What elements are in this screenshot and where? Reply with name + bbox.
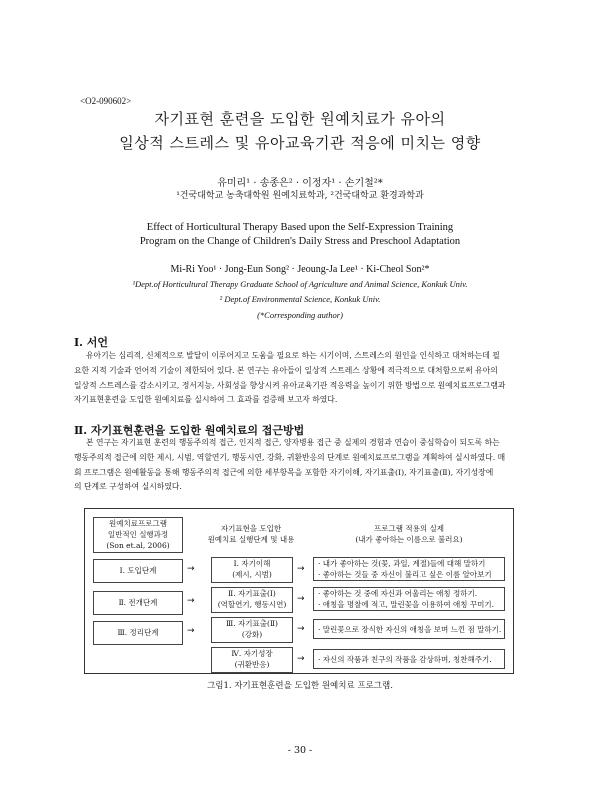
- step-self-growth: [211, 647, 293, 673]
- affiliation-english-2: ² Dept.of Environmental Science, Konkuk Univ.: [219, 294, 381, 304]
- section2-line: 행동주의적 접근에 의한 제시, 시범, 역할연기, 행동시연, 강화, 귀환반응의 단계로 원예치료프로그램을 계획하여 실시하였다. 매: [74, 452, 506, 462]
- title-english-line1: Effect of Horticultural Therapy Based upon the Self-Expression Training: [146, 222, 454, 233]
- arrow-icon: →: [187, 626, 195, 636]
- practice-line: · 내가 좋아하는 것(꽃, 과일, 계절)들에 대해 말하기: [318, 559, 486, 568]
- title-english-line2: Program on the Change of Children's Daily Stress and Preschool Adaptation: [139, 236, 461, 247]
- figure-program-diagram: [84, 508, 514, 674]
- affiliation-korean: ¹건국대학교 농축대학원 원예치료학과, ²건국대학교 환경과학과: [176, 191, 424, 201]
- title-korean-line2: 일상적 스트레스 및 유아교육기관 적응에 미치는 영향: [119, 134, 481, 152]
- authors-korean: 유미리¹ · 송종은² · 이정자¹ · 손기철²*: [217, 178, 383, 189]
- stage-closing: Ⅲ. 정리단계: [93, 621, 183, 645]
- practice-2: [313, 587, 505, 611]
- col3-header: [313, 523, 505, 545]
- step-method: (귀환반응): [234, 660, 270, 669]
- col1-header-line: 일반적인 실행과정: [107, 530, 169, 539]
- figure-caption: 그림1. 자기표현훈련을 도입한 원예치료 프로그램.: [207, 681, 393, 691]
- step-title: Ⅱ. 자기표출(Ⅰ): [228, 589, 276, 598]
- arrow-icon: →: [297, 594, 305, 604]
- section2-line: 회 프로그램은 원예활동을 통해 행동주의적 접근에 의한 세부항목을 포함한 자기이해, 자기표출(Ⅰ), 자기표출(Ⅱ), 자기성장에: [74, 467, 494, 477]
- section2-line: 의 단계로 구성하여 실시하였다.: [74, 482, 182, 492]
- authors-english: Mi-Ri Yoo¹ · Jong-Eun Song² · Jeoung-Ja Lee¹ · Ki-Cheol Son²*: [170, 264, 430, 275]
- practice-3: [313, 619, 505, 639]
- section2-body: [74, 436, 526, 495]
- practice-line: · 좋아하는 것 중에 자신과 어울리는 애칭 정하기.: [318, 589, 478, 598]
- step-method: (강화): [241, 630, 263, 639]
- arrow-icon: →: [187, 564, 195, 574]
- section1-line: 일상적 스트레스를 감소시키고, 정서지능, 사회성을 향상시켜 유아교육기관 적응력을 높이기 위한 방법으로 원예치료프로그램과: [74, 380, 506, 390]
- arrow-icon: →: [187, 596, 195, 606]
- corresponding-note: (*Corresponding author): [257, 310, 343, 320]
- affiliation-english-1: ¹Dept.of Horticultural Therapy Graduate School of Agriculture and Animal Science, Konkuk Univ.: [132, 279, 468, 289]
- section1-line: 유아기는 심리적, 신체적으로 발달이 이루어지고 도움을 필요로 하는 시기이며, 스트레스의 원인을 인식하고 대처하는데 필: [86, 351, 500, 360]
- col2-header: [203, 523, 299, 545]
- paper-code: <O2-090602>: [80, 96, 132, 106]
- col2-header-line: 자기표현을 도입한: [220, 524, 282, 533]
- arrow-icon: →: [297, 624, 305, 634]
- stage-intro: Ⅰ. 도입단계: [93, 559, 183, 583]
- step-method: (제시, 시범): [232, 570, 272, 579]
- stage-development: Ⅱ. 전개단계: [93, 591, 183, 615]
- col3-header-line: (내가 좋아하는 이름으로 불러요): [355, 535, 463, 544]
- practice-line: · 애칭을 명찰에 적고, 말린꽃을 이용하여 애칭 꾸미기.: [318, 600, 494, 609]
- step-title: Ⅲ. 자기표출(Ⅱ): [226, 619, 278, 628]
- section1-heading: Ⅰ. 서언: [74, 336, 109, 349]
- section2-line: 본 연구는 자기표현 훈련의 행동주의적 접근, 인지적 접근, 양자병용 접근 중 실제의 경험과 연습이 중심학습이 되도록 하는: [86, 438, 500, 447]
- step-self-understanding: [211, 557, 293, 583]
- step-method: (역할연기, 행동시연): [217, 600, 287, 609]
- col1-header-line: 원예치료프로그램: [109, 519, 167, 528]
- practice-line: · 자신의 작품과 친구의 작품을 감상하며, 칭찬해주기.: [318, 655, 492, 664]
- step-self-expression-1: [211, 587, 293, 613]
- arrow-icon: →: [297, 654, 305, 664]
- practice-1: [313, 557, 505, 581]
- col1-header-line: (Son et.al, 2006): [106, 541, 170, 550]
- col3-header-line: 프로그램 적용의 실제: [374, 524, 444, 533]
- section1-body: [74, 349, 526, 408]
- section2-heading: Ⅱ. 자기표현훈련을 도입한 원예치료의 접근방법: [74, 424, 305, 437]
- section1-line: 자기표현훈련을 도입한 원예치료를 실시하여 그 효과를 검증해 보고자 하였다.: [74, 395, 338, 405]
- col2-header-line: 원예치료 실행단계 및 내용: [207, 535, 295, 544]
- step-title: Ⅰ. 자기이해: [233, 559, 271, 568]
- section1-line: 요한 지적 기술과 언어적 기술이 제한되어 있다. 본 연구는 유아들이 일상적 스트레스 상황에 적극적으로 대처함으로써 유아의: [74, 365, 498, 375]
- col1-header: [93, 517, 183, 553]
- step-title: Ⅳ. 자기성장: [231, 649, 273, 658]
- practice-4: [313, 649, 505, 669]
- practice-line: · 좋아하는 것들 중 자신이 불리고 싶은 이름 알아보기: [318, 570, 492, 579]
- arrow-icon: →: [297, 564, 305, 574]
- practice-line: · 말린꽃으로 장식한 자신의 애칭을 보며 느낀 점 말하기.: [318, 625, 502, 634]
- title-korean-line1: 자기표현 훈련을 도입한 원예치료가 유아의: [154, 110, 446, 128]
- page-number: - 30 -: [287, 745, 313, 756]
- step-self-expression-2: [211, 617, 293, 643]
